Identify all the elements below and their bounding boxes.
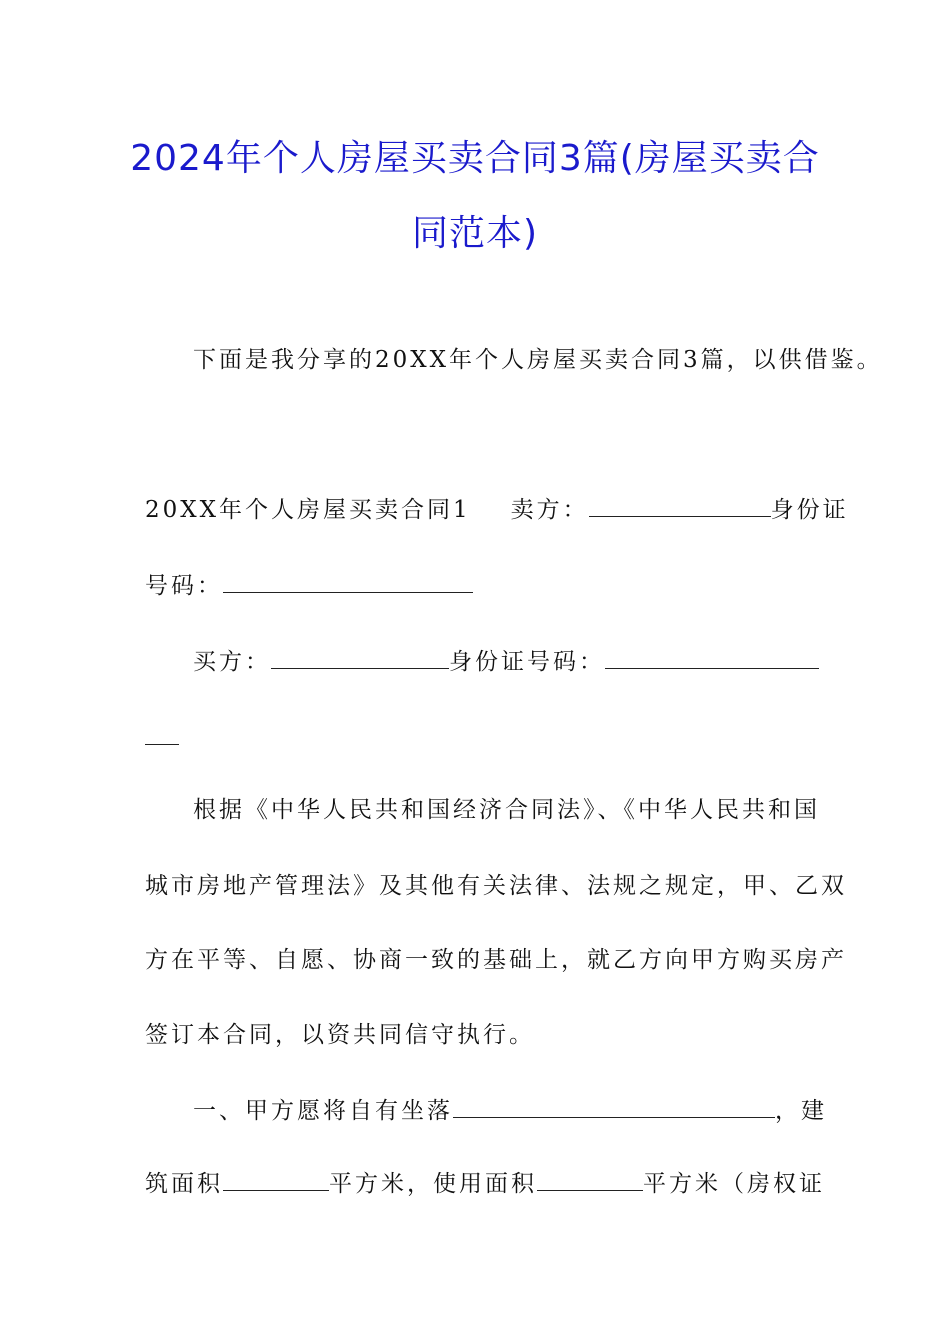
certificate-label: 平方米（房权证 <box>643 1171 825 1197</box>
seller-id-line <box>145 570 473 601</box>
buyer-line <box>193 646 819 677</box>
para1-line2: 城市房地产管理法》及其他有关法律、法规之规定，甲、乙双 <box>145 873 847 899</box>
intro-paragraph: 下面是我分享的20XX年个人房屋买卖合同3篇，以供借鉴。 <box>193 347 883 373</box>
seller-name-blank <box>589 494 771 517</box>
seller-label: 卖方： <box>510 497 589 523</box>
buyer-id-blank-cont <box>145 722 179 745</box>
buyer-id-label: 身份证号码： <box>449 649 605 675</box>
clause1-comma-build: ，建 <box>775 1098 827 1124</box>
document-title-line2: 同范本) <box>411 213 539 254</box>
usable-area-label: 平方米，使用面积 <box>329 1171 537 1197</box>
seller-id-label: 身份证 <box>770 497 849 523</box>
clause1-line2 <box>145 1168 825 1199</box>
clause1-start: 一、甲方愿将自有坐落 <box>193 1098 453 1124</box>
contract-heading-line <box>145 494 849 525</box>
building-area-blank <box>223 1168 329 1191</box>
buyer-label: 买方： <box>193 649 271 675</box>
contract-heading: 20XX年个人房屋买卖合同1 <box>145 497 471 523</box>
buyer-id-continuation <box>145 722 179 753</box>
building-area-label: 筑面积 <box>145 1171 223 1197</box>
seller-id-blank <box>223 570 473 593</box>
para1-line3: 方在平等、自愿、协商一致的基础上，就乙方向甲方购买房产 <box>145 947 847 973</box>
buyer-name-blank <box>271 646 449 669</box>
clause1-line1 <box>193 1095 827 1126</box>
buyer-id-blank <box>605 646 819 669</box>
document-title-line1: 2024年个人房屋买卖合同3篇(房屋买卖合 <box>130 138 820 179</box>
seller-id-label-cont: 号码： <box>145 573 223 599</box>
para1-line1: 根据《中华人民共和国经济合同法》、《中华人民共和国 <box>193 797 820 823</box>
property-location-blank <box>453 1095 775 1118</box>
usable-area-blank <box>537 1168 643 1191</box>
para1-line4: 签订本合同，以资共同信守执行。 <box>145 1022 535 1048</box>
